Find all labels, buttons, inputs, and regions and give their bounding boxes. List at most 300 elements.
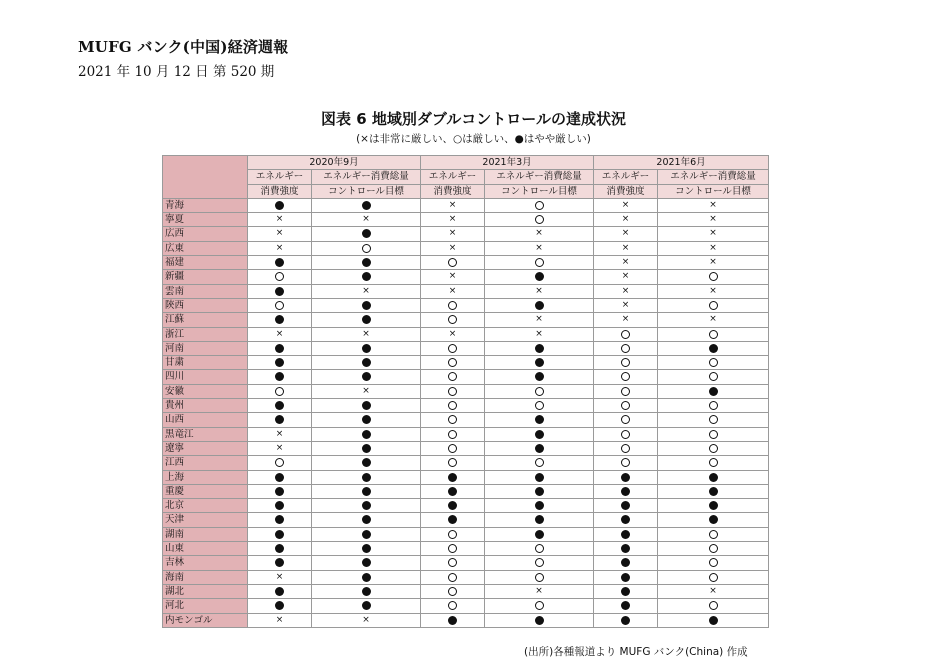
status-cell — [421, 542, 485, 556]
status-cell — [312, 198, 421, 212]
table-row — [163, 298, 769, 312]
cross-icon: × — [535, 285, 543, 296]
region-name: 広西 — [163, 227, 248, 241]
open-circle-icon — [709, 330, 718, 339]
table-row — [163, 499, 769, 513]
region-name: 貴州 — [163, 399, 248, 413]
status-cell — [421, 513, 485, 527]
filled-circle-icon — [448, 487, 457, 496]
filled-circle-icon — [275, 287, 284, 296]
status-cell — [485, 213, 594, 227]
status-cell — [421, 441, 485, 455]
status-cell — [421, 470, 485, 484]
region-name: 河南 — [163, 341, 248, 355]
status-cell — [312, 270, 421, 284]
open-circle-icon — [709, 372, 718, 381]
status-cell — [658, 327, 769, 341]
status-cell — [248, 298, 312, 312]
status-cell — [421, 241, 485, 255]
status-cell — [248, 556, 312, 570]
filled-circle-icon — [448, 501, 457, 510]
column-header: エネルギー消費総量 — [312, 170, 421, 184]
cross-icon: × — [709, 314, 717, 325]
region-name: 甘粛 — [163, 356, 248, 370]
table-body — [163, 198, 769, 627]
open-circle-icon — [448, 301, 457, 310]
column-header: エネルギー — [421, 170, 485, 184]
filled-circle-icon — [275, 558, 284, 567]
filled-circle-icon — [709, 501, 718, 510]
open-circle-icon — [535, 601, 544, 610]
region-name: 陝西 — [163, 298, 248, 312]
status-cell — [421, 327, 485, 341]
open-circle-icon — [362, 244, 371, 253]
status-cell — [594, 213, 658, 227]
status-cell — [421, 370, 485, 384]
status-cell — [485, 341, 594, 355]
status-cell — [421, 584, 485, 598]
cross-icon: × — [535, 314, 543, 325]
table-row — [163, 284, 769, 298]
cross-icon: × — [362, 214, 370, 225]
status-cell — [658, 198, 769, 212]
status-cell — [658, 399, 769, 413]
table-row — [163, 213, 769, 227]
filled-circle-icon — [535, 415, 544, 424]
status-cell — [421, 599, 485, 613]
region-name: 河北 — [163, 599, 248, 613]
table-row — [163, 270, 769, 284]
filled-circle-icon — [362, 358, 371, 367]
status-cell — [594, 484, 658, 498]
filled-circle-icon — [535, 501, 544, 510]
region-name: 四川 — [163, 370, 248, 384]
status-cell — [594, 513, 658, 527]
status-cell — [421, 570, 485, 584]
status-cell — [658, 256, 769, 270]
open-circle-icon — [709, 458, 718, 467]
status-cell — [421, 356, 485, 370]
filled-circle-icon — [275, 201, 284, 210]
period-header: 2020年9月 — [248, 156, 421, 170]
open-circle-icon — [621, 430, 630, 439]
filled-circle-icon — [621, 587, 630, 596]
status-cell — [658, 270, 769, 284]
status-cell — [248, 327, 312, 341]
status-cell — [248, 370, 312, 384]
status-cell — [658, 384, 769, 398]
status-cell — [248, 542, 312, 556]
column-header: エネルギー消費総量 — [658, 170, 769, 184]
status-cell — [248, 484, 312, 498]
report-date: 2021 年 10 月 12 日 第 520 期 — [78, 64, 275, 80]
region-name: 吉林 — [163, 556, 248, 570]
column-header: コントロール目標 — [658, 184, 769, 198]
column-header: コントロール目標 — [312, 184, 421, 198]
table-row — [163, 542, 769, 556]
cross-icon: × — [535, 242, 543, 253]
status-cell — [594, 341, 658, 355]
open-circle-icon — [535, 558, 544, 567]
cross-icon: × — [362, 285, 370, 296]
status-cell — [658, 513, 769, 527]
status-cell — [248, 399, 312, 413]
cross-icon: × — [535, 585, 543, 596]
status-cell — [248, 441, 312, 455]
cross-icon: × — [448, 214, 457, 225]
open-circle-icon — [275, 301, 284, 310]
filled-circle-icon — [621, 487, 630, 496]
filled-circle-icon — [362, 601, 371, 610]
status-cell — [248, 570, 312, 584]
status-cell — [594, 384, 658, 398]
filled-circle-icon — [275, 515, 284, 524]
status-cell — [485, 484, 594, 498]
status-cell — [658, 456, 769, 470]
filled-circle-icon — [621, 501, 630, 510]
status-cell — [485, 298, 594, 312]
filled-circle-icon — [535, 301, 544, 310]
column-header: 消費強度 — [248, 184, 312, 198]
cross-icon: × — [621, 257, 630, 268]
cross-icon: × — [621, 214, 630, 225]
open-circle-icon — [275, 458, 284, 467]
table-row — [163, 484, 769, 498]
region-name: 遼寧 — [163, 441, 248, 455]
table-row — [163, 427, 769, 441]
status-cell — [658, 413, 769, 427]
filled-circle-icon — [275, 530, 284, 539]
status-cell — [594, 542, 658, 556]
filled-circle-icon — [362, 573, 371, 582]
status-cell — [658, 241, 769, 255]
region-name: 山東 — [163, 542, 248, 556]
open-circle-icon — [709, 573, 718, 582]
status-cell — [658, 441, 769, 455]
status-cell — [312, 327, 421, 341]
status-cell — [658, 542, 769, 556]
status-cell — [421, 198, 485, 212]
filled-circle-icon — [448, 515, 457, 524]
status-cell — [421, 484, 485, 498]
status-cell — [594, 327, 658, 341]
status-cell — [594, 584, 658, 598]
region-name: 寧夏 — [163, 213, 248, 227]
filled-circle-icon — [448, 616, 457, 625]
status-cell — [421, 284, 485, 298]
status-cell — [594, 470, 658, 484]
table-row — [163, 470, 769, 484]
open-circle-icon — [709, 301, 718, 310]
cross-icon: × — [448, 271, 457, 282]
status-cell — [421, 313, 485, 327]
status-cell — [312, 513, 421, 527]
table-row — [163, 313, 769, 327]
filled-circle-icon — [275, 372, 284, 381]
status-cell — [594, 198, 658, 212]
open-circle-icon — [621, 444, 630, 453]
open-circle-icon — [709, 401, 718, 410]
open-circle-icon — [448, 344, 457, 353]
cross-icon: × — [275, 571, 284, 582]
status-cell — [594, 441, 658, 455]
open-circle-icon — [621, 330, 630, 339]
status-cell — [248, 527, 312, 541]
status-cell — [421, 213, 485, 227]
cross-icon: × — [535, 228, 543, 239]
status-cell — [312, 570, 421, 584]
region-name: 北京 — [163, 499, 248, 513]
cross-icon: × — [621, 199, 630, 210]
filled-circle-icon — [535, 515, 544, 524]
status-cell — [485, 356, 594, 370]
filled-circle-icon — [621, 544, 630, 553]
status-cell — [658, 284, 769, 298]
filled-circle-icon — [535, 616, 544, 625]
subheader-row-2 — [163, 184, 769, 198]
status-cell — [248, 241, 312, 255]
filled-circle-icon — [275, 358, 284, 367]
status-cell — [248, 599, 312, 613]
filled-circle-icon — [275, 344, 284, 353]
filled-circle-icon — [362, 544, 371, 553]
status-cell — [312, 370, 421, 384]
status-cell — [658, 527, 769, 541]
open-circle-icon — [709, 358, 718, 367]
status-cell — [248, 256, 312, 270]
status-cell — [312, 527, 421, 541]
status-cell — [594, 256, 658, 270]
status-cell — [485, 570, 594, 584]
filled-circle-icon — [275, 401, 284, 410]
source-note: (出所)各種報道より MUFG バンク(China) 作成 — [524, 646, 748, 658]
open-circle-icon — [709, 601, 718, 610]
status-cell — [312, 298, 421, 312]
open-circle-icon — [448, 444, 457, 453]
status-cell — [485, 313, 594, 327]
status-cell — [658, 613, 769, 627]
status-cell — [248, 584, 312, 598]
figure-title: 図表 6 地域別ダブルコントロールの達成状況 — [321, 110, 626, 128]
status-cell — [658, 213, 769, 227]
status-cell — [421, 413, 485, 427]
status-cell — [248, 313, 312, 327]
status-cell — [421, 613, 485, 627]
filled-circle-icon — [448, 473, 457, 482]
filled-circle-icon — [709, 487, 718, 496]
status-cell — [658, 427, 769, 441]
cross-icon: × — [362, 328, 370, 339]
open-circle-icon — [709, 558, 718, 567]
status-cell — [594, 270, 658, 284]
status-cell — [485, 256, 594, 270]
region-name: 広東 — [163, 241, 248, 255]
filled-circle-icon — [621, 573, 630, 582]
status-cell — [485, 427, 594, 441]
table-row — [163, 241, 769, 255]
open-circle-icon — [709, 430, 718, 439]
status-cell — [485, 399, 594, 413]
filled-circle-icon — [275, 473, 284, 482]
table-row — [163, 456, 769, 470]
open-circle-icon — [535, 201, 544, 210]
status-cell — [312, 556, 421, 570]
filled-circle-icon — [362, 344, 371, 353]
status-cell — [312, 284, 421, 298]
filled-circle-icon — [362, 444, 371, 453]
filled-circle-icon — [362, 515, 371, 524]
table-row — [163, 570, 769, 584]
cross-icon: × — [275, 242, 284, 253]
status-cell — [312, 542, 421, 556]
status-cell — [421, 298, 485, 312]
cross-icon: × — [362, 385, 370, 396]
status-cell — [421, 527, 485, 541]
filled-circle-icon — [275, 544, 284, 553]
status-cell — [312, 413, 421, 427]
cross-icon: × — [621, 314, 630, 325]
status-cell — [658, 370, 769, 384]
filled-circle-icon — [709, 473, 718, 482]
period-header: 2021年6月 — [594, 156, 769, 170]
period-header: 2021年3月 — [421, 156, 594, 170]
filled-circle-icon — [621, 616, 630, 625]
status-cell — [248, 456, 312, 470]
status-cell — [312, 613, 421, 627]
region-name: 福建 — [163, 256, 248, 270]
filled-circle-icon — [709, 344, 718, 353]
cross-icon: × — [275, 328, 284, 339]
status-cell — [594, 241, 658, 255]
status-cell — [421, 427, 485, 441]
cross-icon: × — [448, 199, 457, 210]
region-name: 青海 — [163, 198, 248, 212]
filled-circle-icon — [362, 301, 371, 310]
status-cell — [312, 441, 421, 455]
region-name: 浙江 — [163, 327, 248, 341]
status-cell — [312, 227, 421, 241]
status-cell — [312, 256, 421, 270]
cross-icon: × — [709, 214, 717, 225]
open-circle-icon — [709, 444, 718, 453]
status-cell — [485, 327, 594, 341]
status-cell — [594, 599, 658, 613]
cross-icon: × — [709, 285, 717, 296]
status-cell — [312, 313, 421, 327]
status-cell — [485, 556, 594, 570]
column-header: 消費強度 — [421, 184, 485, 198]
status-cell — [485, 542, 594, 556]
filled-circle-icon — [535, 344, 544, 353]
column-header: エネルギー — [594, 170, 658, 184]
table-row — [163, 370, 769, 384]
status-cell — [485, 499, 594, 513]
open-circle-icon — [448, 315, 457, 324]
status-cell — [248, 213, 312, 227]
status-cell — [421, 556, 485, 570]
open-circle-icon — [448, 415, 457, 424]
table-row — [163, 513, 769, 527]
status-cell — [594, 313, 658, 327]
table-row — [163, 413, 769, 427]
status-cell — [312, 384, 421, 398]
status-cell — [312, 484, 421, 498]
region-name: 雲南 — [163, 284, 248, 298]
status-cell — [248, 470, 312, 484]
table-row — [163, 356, 769, 370]
filled-circle-icon — [535, 272, 544, 281]
status-cell — [248, 413, 312, 427]
table-row — [163, 327, 769, 341]
report-title: MUFG バンク(中国)経済週報 — [78, 38, 289, 56]
cross-icon: × — [448, 228, 457, 239]
column-header: コントロール目標 — [485, 184, 594, 198]
status-cell — [485, 584, 594, 598]
filled-circle-icon — [362, 558, 371, 567]
table-row — [163, 527, 769, 541]
figure-legend-note: (×は非常に厳しい、○は厳しい、●はやや厳しい) — [356, 133, 591, 145]
open-circle-icon — [621, 372, 630, 381]
filled-circle-icon — [362, 430, 371, 439]
status-cell — [485, 413, 594, 427]
region-name: 重慶 — [163, 484, 248, 498]
region-name: 上海 — [163, 470, 248, 484]
filled-circle-icon — [535, 530, 544, 539]
table-row — [163, 441, 769, 455]
status-cell — [312, 456, 421, 470]
region-header-cell — [163, 156, 248, 199]
status-cell — [485, 456, 594, 470]
status-cell — [594, 284, 658, 298]
status-cell — [658, 584, 769, 598]
status-cell — [594, 456, 658, 470]
status-cell — [485, 370, 594, 384]
filled-circle-icon — [621, 601, 630, 610]
table-row — [163, 599, 769, 613]
status-cell — [421, 341, 485, 355]
status-cell — [594, 399, 658, 413]
status-cell — [485, 513, 594, 527]
cross-icon: × — [275, 442, 284, 453]
table-row — [163, 556, 769, 570]
filled-circle-icon — [275, 315, 284, 324]
filled-circle-icon — [709, 616, 718, 625]
column-header: エネルギー — [248, 170, 312, 184]
open-circle-icon — [709, 530, 718, 539]
status-cell — [658, 570, 769, 584]
status-cell — [485, 599, 594, 613]
cross-icon: × — [709, 585, 717, 596]
filled-circle-icon — [275, 587, 284, 596]
status-cell — [594, 370, 658, 384]
region-name: 内モンゴル — [163, 613, 248, 627]
status-cell — [594, 613, 658, 627]
open-circle-icon — [448, 544, 457, 553]
open-circle-icon — [621, 387, 630, 396]
cross-icon: × — [709, 228, 717, 239]
cross-icon: × — [448, 242, 457, 253]
status-cell — [594, 427, 658, 441]
cross-icon: × — [709, 242, 717, 253]
region-name: 天津 — [163, 513, 248, 527]
open-circle-icon — [621, 458, 630, 467]
status-cell — [485, 284, 594, 298]
status-cell — [485, 527, 594, 541]
region-name: 安徽 — [163, 384, 248, 398]
status-cell — [312, 499, 421, 513]
column-header: 消費強度 — [594, 184, 658, 198]
status-cell — [594, 298, 658, 312]
